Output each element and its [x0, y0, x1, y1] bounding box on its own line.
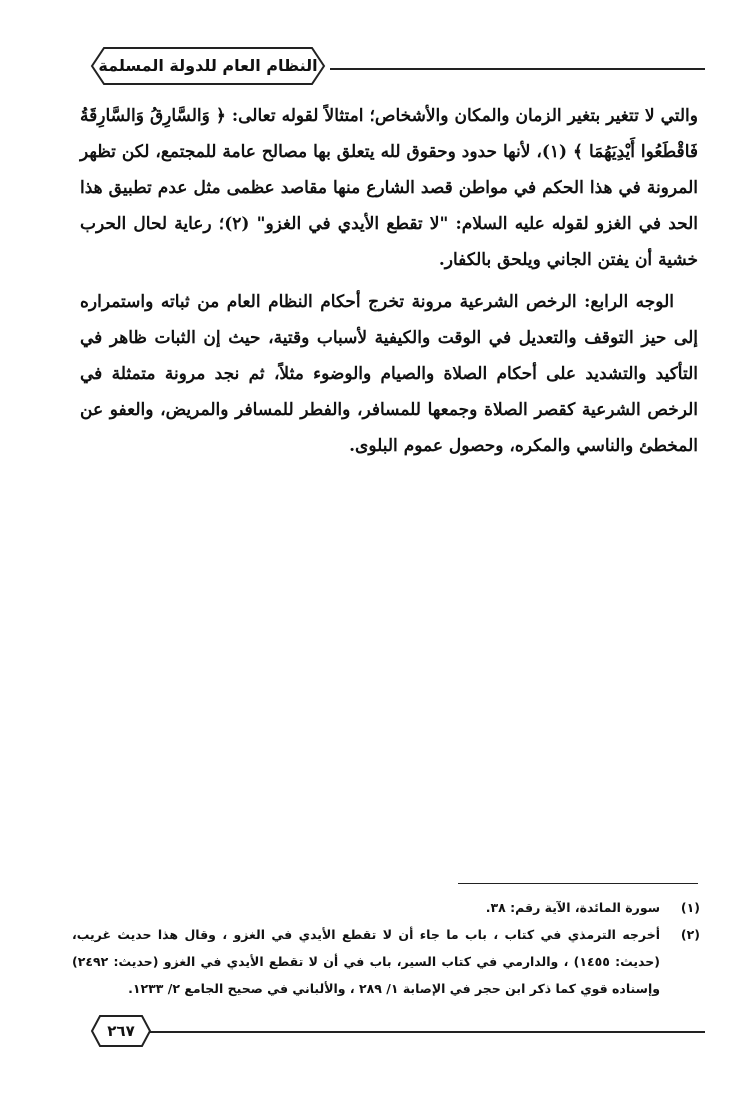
paragraph: والتي لا تتغير بتغير الزمان والمكان والأشخاص؛ امتثالاً لقوله تعالى: ﴿ وَالسَّارِقُ وَالسَّارِقَةُ فَاقْطَعُوا أَيْدِيَهُمَا ﴾ (١)، لأنها حدود وحقوق لله يتعلق بها مصالح عامة للمجتمع، لكن تظهر المرونة في هذا الحكم في مواطن قصد الشارع منها مقاصد عظمى مثل عدم تطبيق هذا الحد في الغزو لقوله عليه السلام: "لا تقطع الأيدي في الغزو" (٢)؛ رعاية لحال الحرب خشية أن يفتن الجاني ويلحق بالكفار. — [80, 106, 699, 270]
footer-rule — [150, 1031, 705, 1033]
footnotes — [72, 894, 700, 1002]
footnote-number: (١) — [680, 900, 700, 915]
header-rule — [330, 68, 705, 70]
page-number: ٢٦٧ — [107, 1022, 135, 1040]
footnote — [72, 921, 700, 1002]
footnote — [72, 894, 700, 921]
footnote-separator — [458, 883, 698, 884]
running-header — [90, 46, 326, 86]
header-title: النظام العام للدولة المسلمة — [98, 56, 318, 75]
footnote-number: (٢) — [680, 927, 700, 942]
page-number-badge — [90, 1014, 152, 1048]
paragraph: الوجه الرابع: الرخص الشرعية مرونة تخرج أحكام النظام العام من ثباته واستمراره إلى حيز التوقف والتعديل في الوقت والكيفية لأسباب وقتية، حيث إن الثبات ظاهر في التأكيد والتشديد على أحكام الصلاة والصيام والوضوء مثلاً، ثم نجد مرونة متمثلة في الرخص الشرعية كقصر الصلاة وجمعها للمسافر، والفطر للمسافر والمريض، والعفو عن المخطئ والناسي والمكره، وحصول عموم البلوى. — [80, 292, 698, 456]
footnote-text: سورة المائدة، الآية رقم: ٣٨. — [485, 900, 660, 915]
footnote-text: أخرجه الترمذي في كتاب ، باب ما جاء أن لا تقطع الأيدي في الغزو ، وقال هذا حديث غريب، (حديث: ١٤٥٥) ، والدارمي في كتاب السير، باب في أن لا تقطع الأيدي في الغزو (حديث: ٢٤٩٢) وإسناده قوي كما ذكر ابن حجر في الإصابة ١/ ٢٨٩ ، والألباني في صحيح الجامع ٢/ ١٢٣٣. — [72, 927, 660, 996]
main-text — [80, 98, 698, 464]
